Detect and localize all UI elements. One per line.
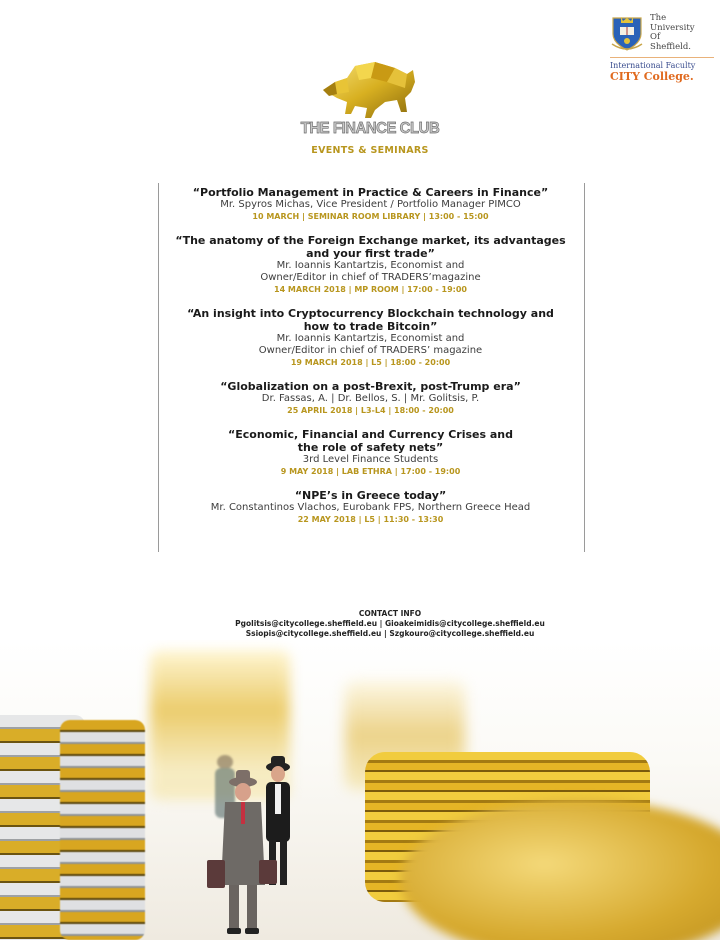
- university-shield-icon: [610, 14, 644, 52]
- event-item: [160, 489, 581, 525]
- event-title-cont: the role of safety nets”: [297, 441, 444, 454]
- event-title: “The anatomy of the Foreign Exchange market, its advantages: [175, 234, 566, 247]
- university-of-sheffield-logo: [610, 14, 720, 83]
- event-title: “An insight into Cryptocurrency Blockchain technology and: [187, 307, 554, 320]
- businessman-figurines: [195, 750, 325, 940]
- events-list: [160, 186, 581, 537]
- contact-heading: CONTACT INFO: [358, 609, 422, 618]
- event-speaker-cont: Owner/Editor in chief of TRADERS’ magazine: [258, 345, 483, 356]
- event-speaker: Dr. Fassas, A. | Dr. Bellos, S. | Mr. Golitsis, P.: [261, 393, 480, 404]
- event-meta: 10 MARCH | SEMINAR ROOM LIBRARY | 13:00 - 15:00: [252, 212, 489, 221]
- college-label: CITY College.: [610, 70, 694, 83]
- event-item: [160, 380, 581, 416]
- event-speaker: Mr. Ioannis Kantartzis, Economist and: [276, 260, 465, 271]
- event-meta: 25 APRIL 2018 | L3-L4 | 18:00 - 20:00: [287, 406, 454, 415]
- event-title: “Economic, Financial and Currency Crises and: [228, 428, 513, 441]
- event-title-cont: how to trade Bitcoin”: [303, 320, 438, 333]
- contact-emails-1: Pgolitsis@citycollege.sheffield.eu | Gioakeimidis@citycollege.sheffield.eu: [235, 619, 545, 628]
- event-meta: 9 MAY 2018 | LAB ETHRA | 17:00 - 19:00: [280, 467, 461, 476]
- event-speaker: 3rd Level Finance Students: [302, 454, 439, 465]
- event-item: [160, 186, 581, 222]
- event-meta: 22 MAY 2018 | L5 | 11:30 - 13:30: [297, 515, 444, 524]
- logo-divider: [610, 57, 714, 58]
- event-item: [160, 428, 581, 477]
- club-name: THE FINANCE CLUB: [300, 119, 440, 138]
- finance-club-logo: [290, 52, 450, 156]
- event-title-cont: and your first trade”: [306, 247, 435, 260]
- event-title: “NPE’s in Greece today”: [294, 489, 447, 502]
- event-item: [160, 234, 581, 295]
- coin-stack-left-2: [60, 720, 145, 940]
- event-title: “Globalization on a post-Brexit, post-Trump era”: [220, 380, 521, 393]
- event-speaker-cont: Owner/Editor in chief of TRADERS’magazine: [260, 272, 481, 283]
- gold-bull-icon: [315, 52, 425, 122]
- event-title: “Portfolio Management in Practice & Careers in Finance”: [192, 186, 549, 199]
- event-speaker: Mr. Constantinos Vlachos, Eurobank FPS, Northern Greece Head: [210, 502, 531, 513]
- club-subtitle: EVENTS & SEMINARS: [311, 145, 429, 156]
- event-meta: 19 MARCH 2018 | L5 | 18:00 - 20:00: [290, 358, 451, 367]
- university-name: The University Of Sheffield.: [650, 13, 695, 52]
- event-item: [160, 307, 581, 368]
- faculty-label: International Faculty: [610, 61, 696, 70]
- event-speaker: Mr. Spyros Michas, Vice President / Portfolio Manager PIMCO: [220, 199, 521, 210]
- contact-emails-2: Ssiopis@citycollege.sheffield.eu | Szgkouro@citycollege.sheffield.eu: [245, 629, 535, 638]
- event-speaker: Mr. Ioannis Kantartzis, Economist and: [276, 333, 465, 344]
- coins-figurines-photo: [0, 640, 720, 940]
- event-meta: 14 MARCH 2018 | MP ROOM | 17:00 - 19:00: [274, 285, 467, 294]
